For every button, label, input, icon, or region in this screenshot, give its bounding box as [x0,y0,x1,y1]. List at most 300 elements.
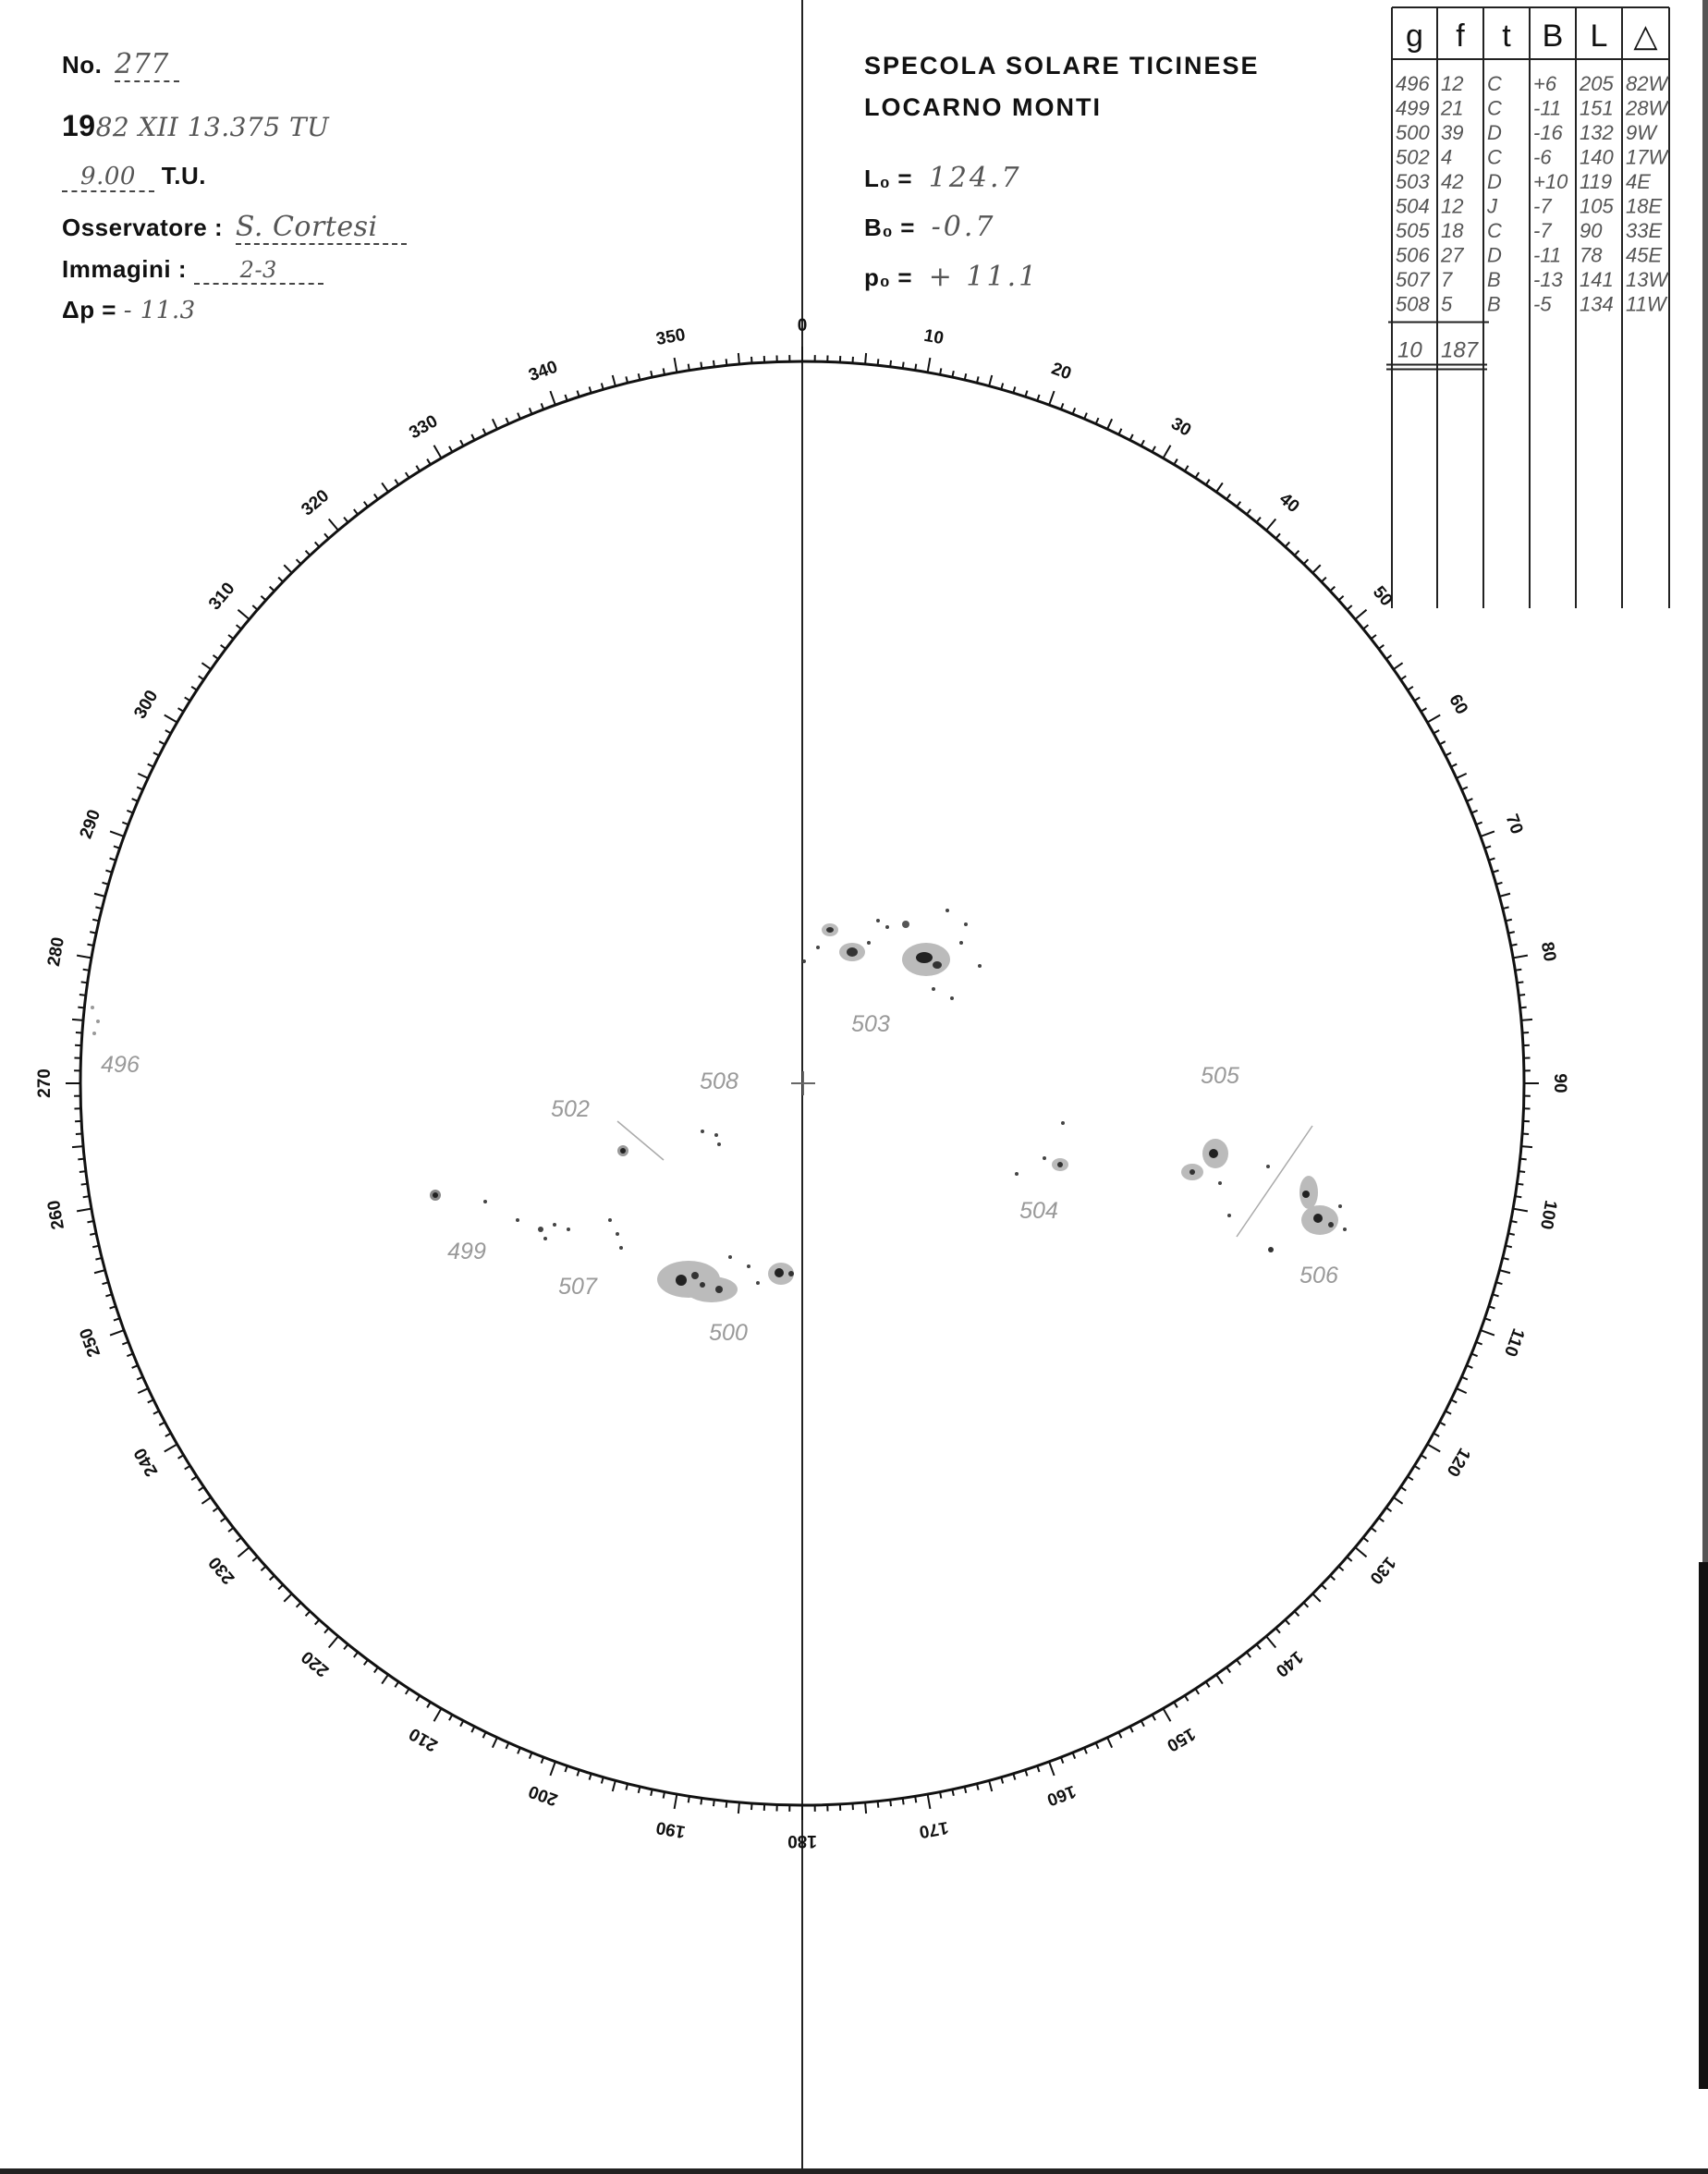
degree-tick [890,1800,891,1806]
degree-tick [1025,1770,1027,1777]
images-label: Immagini : [62,255,188,283]
degree-tick [79,1171,86,1172]
degree-tick [928,358,931,373]
table-cell: 17W [1626,145,1668,169]
p0-label: p₀ = [864,263,913,291]
degree-tick [434,1708,442,1721]
degree-tick [148,1399,153,1402]
table-cell: 12 [1441,194,1464,218]
degree-tick [1499,1270,1510,1273]
degree-tick [1489,1306,1495,1308]
degree-tick [1286,542,1290,546]
sunspot-group-502 [617,1145,628,1156]
group-label-506: 506 [1299,1263,1338,1289]
degree-tick [1061,403,1064,409]
table-cell: 9W [1626,121,1656,144]
degree-label: 80 [1536,940,1560,963]
table-cell: -11 [1533,96,1562,120]
degree-tick [506,1742,508,1748]
degree-tick [1295,1611,1299,1616]
degree-tick [1461,1377,1467,1380]
degree-tick [493,419,497,429]
scan-edge [1702,0,1708,1590]
degree-tick [81,982,88,983]
total-spots: 187 [1441,337,1479,363]
degree-label: 340 [526,357,561,386]
group-label-504: 504 [1019,1198,1058,1224]
degree-tick [738,1802,739,1814]
degree-tick [1216,1675,1223,1684]
group-label-505: 505 [1201,1063,1239,1089]
degree-tick [278,1585,283,1590]
table-cell: 18 [1441,219,1464,242]
degree-tick [1130,434,1133,440]
table-cell: 503 [1396,170,1430,193]
degree-tick [1457,1388,1467,1393]
degree-tick [132,1365,138,1368]
degree-tick [1037,395,1039,401]
degree-tick [903,362,904,369]
table-cell: 505 [1396,219,1430,242]
degree-label: 230 [205,1552,239,1588]
table-header-3: B [1542,18,1564,54]
degree-label: 270 [35,1069,55,1098]
degree-tick [1446,1411,1451,1414]
degree-tick [94,894,105,897]
table-cell: 18E [1626,194,1663,218]
degree-tick [324,1628,329,1632]
table-cell: C [1487,96,1502,120]
degree-tick [1141,440,1144,446]
degree-tick [434,446,442,458]
degree-tick [148,764,153,767]
degree-tick [165,1445,177,1452]
degree-tick [138,1388,148,1393]
degree-tick [701,1798,702,1804]
degree-tick [518,413,520,419]
degree-tick [1520,1159,1527,1160]
table-cell: 33E [1626,219,1663,242]
degree-tick [137,1377,142,1380]
degree-tick [1421,1455,1426,1459]
degree-tick [252,1557,257,1561]
degree-tick [1322,578,1326,582]
table-header-4: L [1590,18,1608,54]
degree-tick [542,1757,544,1764]
degree-tick [1511,945,1518,946]
degree-tick [1206,1681,1210,1687]
table-cell: 4E [1626,170,1651,193]
degree-tick [952,1789,953,1796]
disk-center-cross [791,1071,815,1095]
degree-tick [1408,1476,1413,1480]
degree-tick [1275,1628,1280,1632]
degree-tick [1371,1528,1376,1532]
sunspot-group-507 [608,1218,623,1250]
degree-tick [550,391,555,405]
degree-tick [878,359,879,365]
degree-tick [1195,472,1199,478]
degree-tick [1446,752,1451,755]
degree-tick [1153,1715,1155,1720]
degree-tick [127,1354,132,1357]
degree-tick [110,858,116,860]
degree-tick [449,1715,452,1720]
table-cell: 507 [1396,268,1430,291]
table-cell: 45E [1626,243,1663,267]
degree-label: 50 [1368,582,1397,611]
degree-tick [1511,1221,1518,1222]
table-cell: 504 [1396,194,1430,218]
degree-tick [1338,596,1343,601]
table-cell: 496 [1396,72,1430,95]
b0-value: -0.7 [931,211,996,243]
degree-tick [159,741,165,744]
degree-tick [1322,1585,1326,1590]
degree-tick [493,1738,497,1748]
degree-tick [77,956,92,959]
degree-tick [315,542,320,546]
table-cell: 141 [1580,268,1614,291]
delta-p-label: Δp = [62,296,116,324]
observer-value: S. Cortesi [236,211,407,245]
degree-tick [382,482,388,492]
degree-tick [1037,1765,1039,1772]
table-header-5: △ [1633,18,1658,54]
table-cell: 78 [1580,243,1603,267]
table-cell: C [1487,145,1502,169]
degree-tick [1330,1576,1335,1581]
degree-tick [185,1466,190,1470]
degree-tick [374,494,378,499]
degree-tick [940,368,941,374]
degree-tick [237,1537,241,1541]
sunspot-group-508 [701,1130,721,1146]
degree-label: 0 [797,316,808,336]
degree-tick [1061,1757,1064,1764]
degree-tick [329,519,338,530]
degree-tick [940,1792,941,1799]
table-cell: 134 [1580,292,1614,316]
degree-tick [395,480,398,485]
degree-tick [1400,1487,1406,1491]
degree-tick [1379,1518,1385,1521]
degree-label: 180 [787,1830,817,1850]
table-cell: +6 [1533,72,1557,95]
degree-tick [471,434,474,440]
degree-tick [1476,823,1482,825]
table-cell: 82W [1626,72,1668,95]
degree-tick [1461,787,1467,789]
degree-tick [315,1619,320,1624]
degree-tick [427,1702,431,1707]
degree-tick [110,831,124,836]
degree-label: 140 [1271,1646,1307,1680]
sheet-number-value: 277 [115,48,179,82]
degree-tick [613,1780,616,1791]
degree-tick [483,429,486,434]
degree-tick [1256,518,1260,522]
degree-tick [137,787,142,789]
degree-tick [1247,509,1250,515]
degree-tick [72,1146,83,1147]
degree-tick [83,970,90,971]
degree-tick [185,697,190,701]
degree-tick [1073,1753,1076,1758]
degree-tick [1153,446,1155,452]
degree-tick [228,635,234,639]
degree-tick [1107,419,1112,429]
degree-tick [1130,1727,1133,1732]
table-cell: 506 [1396,243,1430,267]
table-cell: 105 [1580,194,1614,218]
degree-label: 260 [43,1198,69,1231]
degree-tick [1386,655,1392,659]
degree-tick [306,1611,311,1616]
degree-tick [471,1727,474,1732]
degree-tick [153,1411,159,1414]
degree-tick [1427,1445,1440,1452]
degree-tick [1515,1196,1521,1197]
degree-tick [199,1487,204,1491]
group-label-503: 503 [851,1011,890,1037]
table-cell: D [1487,170,1502,193]
degree-tick [1206,480,1210,485]
degree-tick [213,1508,218,1511]
degree-tick [324,533,329,538]
degree-tick [1073,408,1076,413]
degree-tick [1481,831,1494,836]
degree-tick [1174,459,1177,465]
b0-label: B₀ = [864,214,915,241]
degree-tick [252,605,257,610]
degree-tick [1256,1644,1260,1649]
degree-tick [1400,676,1406,679]
degree-tick [278,578,283,582]
table-cell: C [1487,219,1502,242]
degree-tick [127,811,132,813]
degree-label: 220 [298,1646,334,1680]
degree-tick [1408,687,1413,690]
degree-tick [565,395,567,401]
degree-tick [1513,956,1528,959]
degree-label: 30 [1167,413,1195,441]
l0-value: 124.7 [928,162,1022,194]
degree-tick [1237,502,1240,507]
table-cell: -16 [1533,121,1563,144]
table-cell: 499 [1396,96,1430,120]
degree-label: 150 [1163,1723,1199,1755]
table-cell: -7 [1533,194,1552,218]
degree-tick [1355,610,1366,619]
degree-tick [364,502,368,507]
degree-tick [132,799,138,801]
degree-tick [1451,1399,1457,1402]
degree-tick [865,1802,866,1814]
degree-tick [1471,1354,1477,1357]
degree-tick [1286,1619,1290,1624]
degree-tick [1363,1537,1368,1541]
degree-tick [238,610,249,619]
degree-tick [664,368,665,374]
observer-label: Osservatore : [62,214,224,241]
degree-tick [1084,1748,1087,1753]
delta-p-value: - 11.3 [123,297,196,324]
degree-label: 190 [654,1816,688,1842]
table-cell: -5 [1533,292,1552,316]
degree-tick [1304,1603,1309,1607]
degree-tick [542,403,544,409]
degree-tick [1185,1695,1189,1701]
sunspot-group-499 [430,1190,570,1240]
degree-tick [1379,645,1385,649]
degree-tick [1164,446,1171,458]
table-cell: -13 [1533,268,1563,291]
degree-tick [1275,533,1280,538]
degree-tick [138,774,148,778]
degree-tick [1118,429,1121,434]
group-label-507: 507 [558,1274,597,1300]
table-cell: 42 [1441,170,1464,193]
group-label-500: 500 [709,1320,748,1346]
degree-tick [90,1233,96,1234]
degree-tick [178,1455,184,1459]
degree-tick [1515,970,1521,971]
table-cell: 119 [1580,170,1613,193]
sunspot-group-503 [802,909,982,1000]
degree-tick [577,391,579,397]
sunspot-group-500 [657,1255,794,1302]
degree-tick [221,645,226,649]
degree-tick [1266,519,1275,530]
degree-tick [1434,1434,1439,1436]
degree-tick [78,1159,84,1160]
year-prefix: 19 [62,109,96,142]
degree-tick [344,1644,348,1649]
degree-tick [1519,1171,1525,1172]
degree-label: 160 [1043,1780,1079,1810]
degree-tick [651,1789,652,1796]
degree-tick [165,730,171,733]
table-cell: 90 [1580,219,1603,242]
degree-tick [1508,1233,1515,1234]
degree-tick [1096,418,1099,423]
degree-tick [651,371,652,377]
degree-tick [1484,846,1491,848]
degree-tick [878,1801,879,1808]
degree-tick [122,823,128,825]
degree-tick [989,375,992,386]
degree-tick [1330,587,1335,592]
degree-label: 170 [917,1816,950,1842]
table-cell: 28W [1626,96,1668,120]
degree-tick [191,1476,197,1480]
table-header-0: g [1406,18,1423,54]
table-cell: 27 [1441,243,1464,267]
degree-label: 280 [43,935,69,969]
degree-tick [1338,1567,1343,1571]
degree-tick [1427,715,1440,723]
degree-tick [1414,697,1420,701]
degree-tick [1499,894,1510,897]
table-cell: C [1487,72,1502,95]
degree-tick [122,1342,128,1345]
degree-tick [1247,1652,1250,1657]
degree-tick [416,466,420,471]
table-cell: J [1487,194,1497,218]
degree-label: 300 [130,687,163,723]
degree-label: 90 [1549,1073,1569,1093]
degree-tick [165,715,177,723]
degree-label: 130 [1365,1552,1399,1588]
degree-tick [1394,663,1403,669]
sunspot-group-505 [1181,1139,1270,1217]
degree-tick [726,359,727,365]
degree-tick [94,1270,105,1273]
degree-tick [1521,1146,1532,1147]
degree-tick [159,1423,165,1425]
table-cell: 500 [1396,121,1430,144]
degree-tick [165,1434,171,1436]
time-value: 9.00 [62,163,154,192]
degree-tick [1414,1466,1420,1470]
degree-tick [1363,625,1368,629]
degree-tick [406,1689,409,1694]
degree-tick [890,360,891,367]
observatory-name: SPECOLA SOLARE TICINESE [864,52,1260,79]
degree-tick [114,846,120,848]
table-cell: B [1487,292,1501,316]
degree-tick [1164,1708,1171,1721]
degree-label: 70 [1501,812,1527,837]
degree-label: 350 [654,324,688,350]
degree-tick [374,1667,378,1673]
degree-tick [270,1576,274,1581]
degree-tick [213,655,218,659]
degree-tick [989,1780,992,1791]
table-cell: 132 [1580,121,1614,144]
degree-tick [460,1721,463,1727]
date-value: 82 XII 13.375 TU [95,112,330,142]
degree-label: 10 [922,325,946,349]
table-cell: 508 [1396,292,1430,316]
degree-tick [1513,1209,1528,1212]
degree-tick [903,1798,904,1804]
degree-tick [518,1748,520,1753]
table-cell: 11W [1626,292,1666,316]
table-cell: B [1487,268,1501,291]
degree-tick [191,687,197,690]
degree-tick [1312,1594,1320,1601]
degree-tick [1266,1636,1275,1647]
degree-label: 320 [298,486,334,520]
table-cell: +10 [1533,170,1568,193]
degree-tick [1049,1762,1054,1776]
table-cell: 4 [1441,145,1453,169]
degree-label: 100 [1535,1198,1561,1231]
degree-tick [199,676,204,679]
degree-label: 290 [76,807,105,842]
degree-tick [284,1594,291,1601]
degree-tick [1484,1318,1491,1320]
degree-tick [270,587,274,592]
degree-tick [1467,799,1472,801]
p0-value: + 11.1 [928,261,1040,293]
degree-tick [1489,858,1495,860]
degree-tick [460,440,463,446]
degree-tick [1295,551,1299,556]
degree-tick [865,353,866,364]
